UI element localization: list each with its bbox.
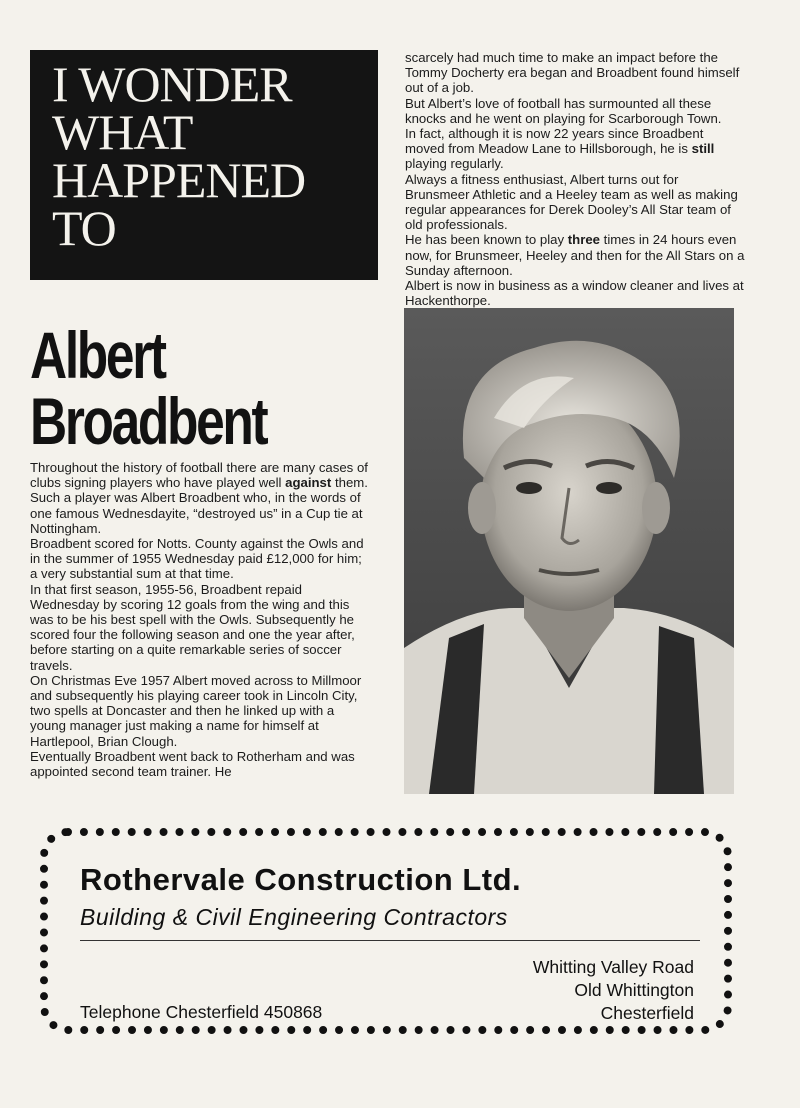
advert-tagline: Building & Civil Engineering Contractors <box>80 904 508 930</box>
header-box <box>30 50 378 280</box>
advert-address-line: Old Whittington <box>574 980 694 1000</box>
advert-address-line: Whitting Valley Road <box>532 957 694 977</box>
article-paragraph: Always a fitness enthusiast, Albert turns out for Brunsmeer Athletic and a Heeley team as well as making regular appearances for Derek Dooley’s All Star team of old professionals. <box>405 171 738 233</box>
header-line-4: TO <box>52 200 116 256</box>
article-paragraph: In fact, although it is now 22 years since Broadbent moved from Meadow Lane to Hillsborough, he is still playing regularly. <box>405 126 715 172</box>
article-paragraph: Throughout the history of football there are many cases of clubs signing players who have played well against them. Such a player was Albert Broadbent who, in the words of one famous Wednesdayite, “destroyed us” in a Cup tie at Nottingham. <box>30 460 368 536</box>
header-line-2: WHAT <box>52 104 193 160</box>
article-paragraph: On Christmas Eve 1957 Albert moved across to Millmoor and subsequently his playing career took in Lincoln City, two spells at Doncaster and then he linked up with a young manager just making a name for himself at Hartlepool, Brian Clough. <box>30 672 362 749</box>
header-line-3: HAPPENED <box>52 152 306 208</box>
advert-divider <box>80 940 700 941</box>
player-last-name: Broadbent <box>30 384 267 458</box>
article-paragraph: In that first season, 1955-56, Broadbent repaid Wednesday by scoring 12 goals from the wing and this was to be his best spell with the Owls. Subsequently he scored four the following season and one the year after, before starting on a quite remarkable series of soccer travels. <box>30 581 355 673</box>
article-paragraph: Broadbent scored for Notts. County against the Owls and in the summer of 1955 Wednesday paid £12,000 for him; a very substantial sum at that time. <box>30 536 364 582</box>
article-left-column <box>30 460 370 779</box>
header-line-1: I WONDER <box>52 56 292 112</box>
advert-box <box>40 828 732 1034</box>
advert-address-line: Chesterfield <box>600 1003 694 1023</box>
article-paragraph: Eventually Broadbent went back to Rotherham and was appointed second team trainer. He <box>30 748 355 780</box>
article-paragraph: scarcely had much time to make an impact before the Tommy Docherty era began and Broadbent found himself out of a job. <box>405 50 740 96</box>
article-paragraph: Albert is now in business as a window cleaner and lives at Hackenthorpe. <box>405 278 744 309</box>
advert-address <box>533 956 694 1025</box>
player-photo <box>404 308 734 794</box>
player-name <box>30 318 267 458</box>
advert-telephone: Telephone Chesterfield 450868 <box>80 1002 323 1022</box>
article-paragraph: He has been known to play three times in 24 hours even now, for Brunsmeer, Heeley and then for the All Stars on a Sunday afternoon. <box>405 232 745 278</box>
advert-company-name: Rothervale Construction Ltd. <box>80 862 522 897</box>
article-right-column <box>405 50 745 308</box>
player-portrait-illustration <box>404 308 734 794</box>
article-paragraph: But Albert’s love of football has surmounted all these knocks and he went on playing for Scarborough Town. <box>405 95 722 126</box>
player-first-name: Albert <box>30 318 165 392</box>
